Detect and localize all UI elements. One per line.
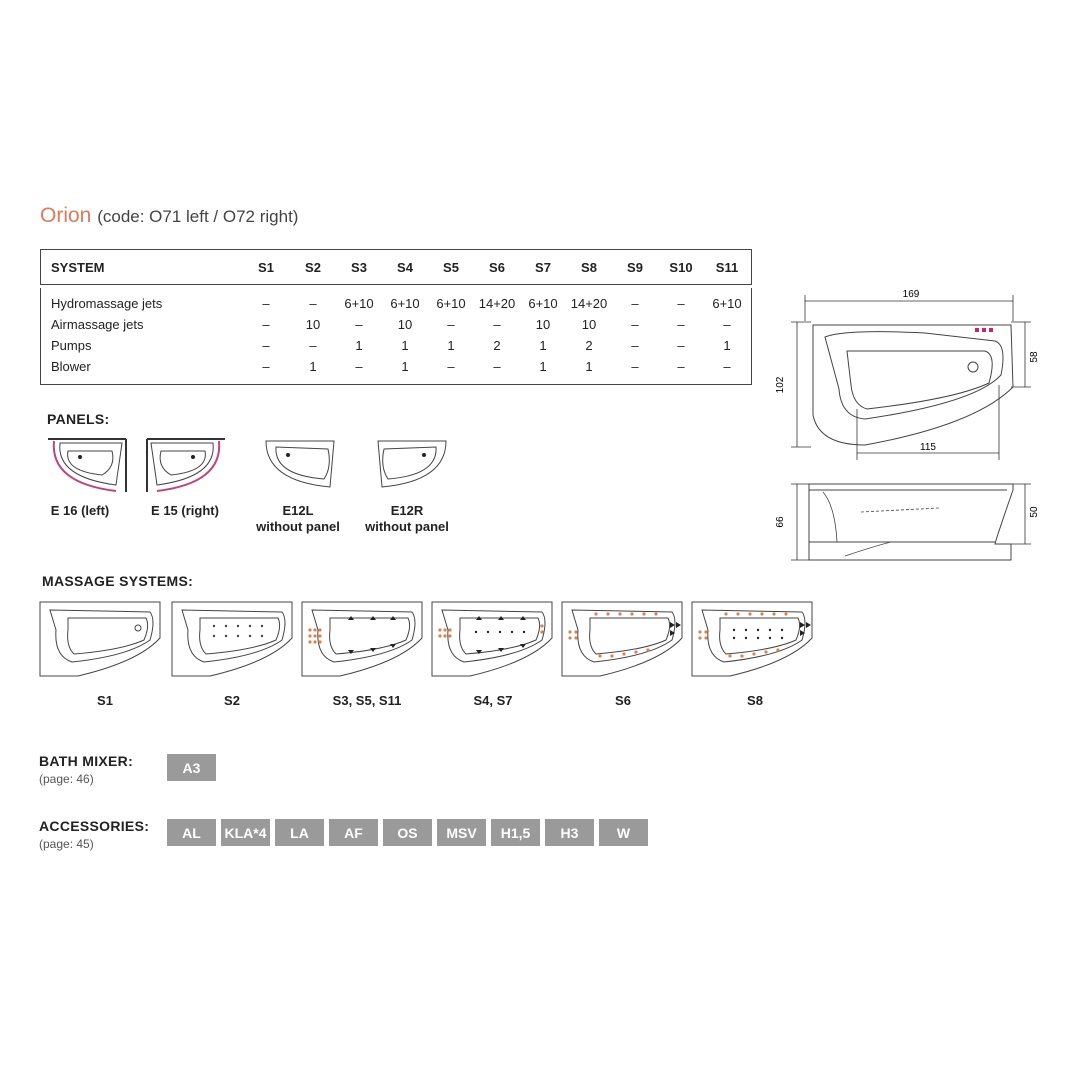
table-cell: 2 [493, 338, 501, 353]
massage-caption: S8 [747, 693, 763, 708]
table-cell: 6+10 [344, 296, 374, 311]
table-cell: 1 [539, 338, 547, 353]
row-label: Airmassage jets [51, 317, 144, 332]
table-cell: 1 [585, 359, 593, 374]
table-cell: – [677, 338, 685, 353]
massage-caption: S4, S7 [473, 693, 513, 708]
col-header: S3 [351, 260, 367, 275]
table-cell: 6+10 [436, 296, 466, 311]
table-cell: – [262, 296, 270, 311]
badge-al[interactable]: AL [167, 819, 216, 846]
col-header: S4 [397, 260, 413, 275]
table-cell: – [631, 359, 639, 374]
panel-caption-line2: without panel [365, 519, 449, 534]
panel-caption [40, 503, 120, 519]
col-header: S1 [258, 260, 274, 275]
panel-caption [357, 503, 457, 535]
col-header: S11 [715, 260, 739, 275]
product-name: Orion [40, 204, 92, 227]
badge-kla4[interactable]: KLA*4 [221, 819, 270, 846]
table-cell: 1 [723, 338, 731, 353]
table-cell: – [677, 296, 685, 311]
table-cell: 10 [581, 317, 597, 332]
panel-caption-line1: E 16 (left) [50, 503, 110, 518]
panel-e12r-image [374, 437, 450, 490]
table-cell: – [355, 359, 363, 374]
dim-left-height: 102 [775, 376, 786, 394]
badge-os[interactable]: OS [383, 819, 432, 846]
table-cell: 10 [397, 317, 413, 332]
row-label: Pumps [51, 338, 92, 353]
dim-side-right: 50 [1029, 506, 1040, 518]
table-cell: – [309, 296, 317, 311]
table-cell: 6+10 [712, 296, 742, 311]
table-cell: 10 [535, 317, 551, 332]
panel-e16-image [46, 437, 128, 494]
table-cell: – [723, 359, 731, 374]
table-cell: – [309, 338, 317, 353]
col-header: S2 [305, 260, 321, 275]
massage-caption: S1 [97, 693, 113, 708]
table-cell: 1 [309, 359, 317, 374]
spec-table-body [40, 288, 752, 385]
table-cell: 6+10 [528, 296, 558, 311]
spec-table-header [40, 249, 752, 285]
table-cell: 14+20 [570, 296, 608, 311]
massage-caption: S2 [224, 693, 240, 708]
table-cell: – [723, 317, 731, 332]
col-header: S8 [581, 260, 597, 275]
table-cell: 1 [401, 338, 409, 353]
product-code: (code: O71 left / O72 right) [97, 207, 299, 226]
dim-side-left: 66 [775, 516, 786, 528]
dim-inner-width: 115 [920, 442, 936, 453]
panel-caption-line1: E 15 (right) [151, 503, 219, 518]
table-cell: – [631, 317, 639, 332]
massage-systems-label: MASSAGE SYSTEMS: [42, 573, 194, 589]
panel-caption-line1: E12L [282, 503, 314, 518]
accessories-page-ref: (page: 45) [39, 837, 94, 851]
col-header: S6 [489, 260, 505, 275]
badge-h3[interactable]: H3 [545, 819, 594, 846]
table-cell: – [677, 359, 685, 374]
bath-mixer-label: BATH MIXER: [39, 753, 134, 769]
side-view-drawing [775, 476, 1040, 566]
table-cell: – [262, 359, 270, 374]
table-cell: – [262, 317, 270, 332]
table-cell: 1 [539, 359, 547, 374]
table-cell: – [447, 359, 455, 374]
panel-caption-line2: without panel [256, 519, 340, 534]
col-header: S7 [535, 260, 551, 275]
massage-s8-image [690, 600, 814, 678]
table-cell: 1 [355, 338, 363, 353]
panel-e12l-image [262, 437, 338, 490]
spec-corner-label: SYSTEM [51, 260, 105, 275]
badge-a3[interactable]: A3 [167, 754, 216, 781]
massage-s1-image [38, 600, 162, 678]
col-header: S10 [669, 260, 693, 275]
table-cell: 6+10 [390, 296, 420, 311]
top-view-drawing [775, 285, 1040, 460]
table-cell: – [631, 296, 639, 311]
table-cell: – [493, 317, 501, 332]
badge-la[interactable]: LA [275, 819, 324, 846]
panel-caption [248, 503, 348, 535]
massage-s6-image [560, 600, 684, 678]
panels-label: PANELS: [47, 411, 110, 427]
massage-caption: S6 [615, 693, 631, 708]
row-label: Hydromassage jets [51, 296, 163, 311]
massage-s2-image [170, 600, 294, 678]
badge-h15[interactable]: H1,5 [491, 819, 540, 846]
table-cell: 10 [305, 317, 321, 332]
massage-caption: S3, S5, S11 [332, 693, 402, 708]
panel-caption [145, 503, 225, 519]
badge-msv[interactable]: MSV [437, 819, 486, 846]
dim-top-width: 169 [902, 289, 920, 300]
bath-mixer-page-ref: (page: 46) [39, 772, 94, 786]
table-cell: 2 [585, 338, 593, 353]
table-cell: 1 [401, 359, 409, 374]
badge-w[interactable]: W [599, 819, 648, 846]
table-cell: 14+20 [478, 296, 516, 311]
dim-right-height: 58 [1029, 351, 1040, 363]
massage-s3-image [300, 600, 424, 678]
accessories-label: ACCESSORIES: [39, 818, 150, 834]
table-cell: – [493, 359, 501, 374]
table-cell: – [262, 338, 270, 353]
table-cell: – [631, 338, 639, 353]
table-cell: – [355, 317, 363, 332]
col-header: S9 [627, 260, 643, 275]
table-cell: – [447, 317, 455, 332]
row-label: Blower [51, 359, 91, 374]
panel-caption-line1: E12R [390, 503, 424, 518]
col-header: S5 [443, 260, 459, 275]
table-cell: 1 [447, 338, 455, 353]
badge-af[interactable]: AF [329, 819, 378, 846]
panel-e15-image [145, 437, 227, 494]
table-cell: – [677, 317, 685, 332]
product-title [40, 204, 298, 228]
massage-s4-image [430, 600, 554, 678]
